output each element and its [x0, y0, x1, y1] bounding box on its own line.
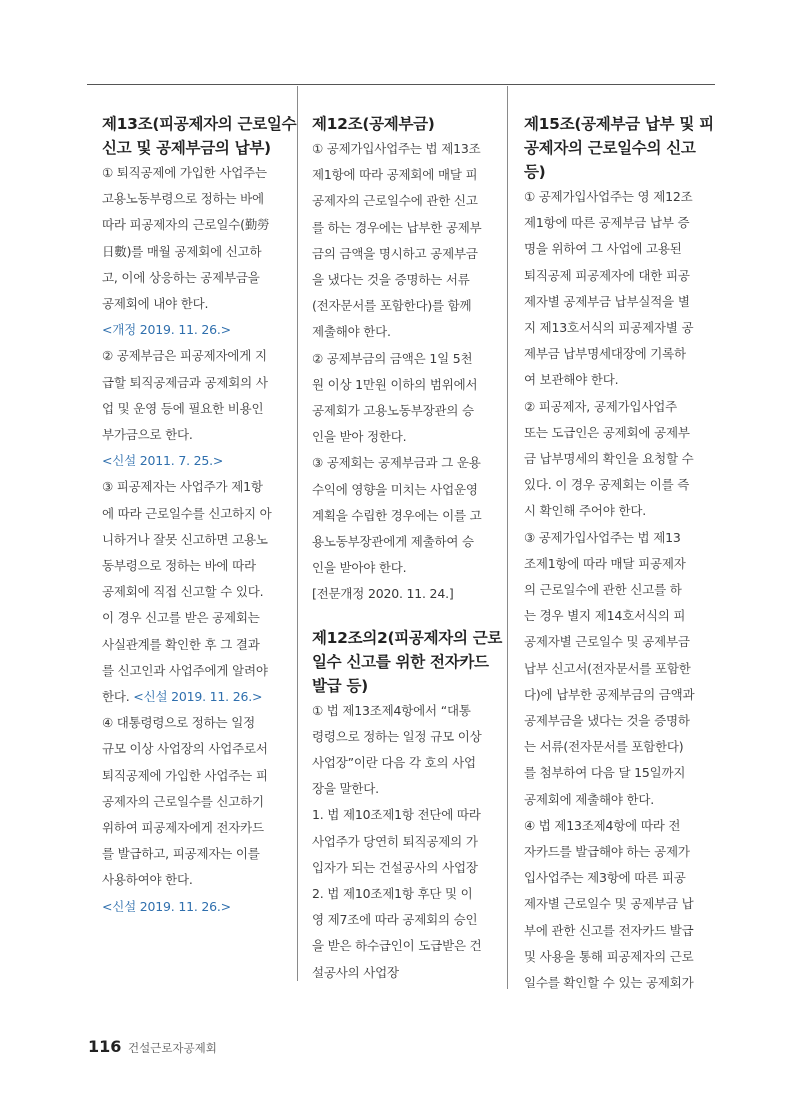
body-text-line: 다)에 납부한 공제부금의 금액과 [524, 686, 695, 702]
body-text-line: 공제회에 직접 신고할 수 있다. [102, 584, 264, 600]
body-text-line: 명을 위하여 그 사업에 고용된 [524, 241, 682, 257]
body-text-line: 금 납부명세의 확인을 요청할 수 [524, 451, 694, 467]
body-text-line: ② 공제부금은 피공제자에게 지 [102, 348, 267, 364]
body-text-line: 공제자의 근로일수를 신고하기 [102, 793, 264, 809]
body-text-line: ② 피공제자, 공제가입사업주 [524, 398, 677, 414]
column-2 [312, 112, 503, 986]
article-heading-line: 제13조(피공제자의 근로일수 [102, 115, 297, 133]
body-text-line: 공제회에 내야 한다. [102, 296, 209, 312]
body-text-line: 규모 이상 사업장의 사업주로서 [102, 741, 268, 757]
amendment-note: <개정 2019. 11. 26.> [102, 322, 231, 338]
article-heading-line: 제12조(공제부금) [312, 115, 435, 133]
body-text-line: 사용하여야 한다. [102, 872, 193, 888]
body-text-line: ① 퇴직공제에 가입한 사업주는 [102, 165, 267, 180]
body-text-line: ① 공제가입사업주는 영 제12조 [524, 189, 693, 204]
body-text-line: 을 냈다는 것을 증명하는 서류 [312, 272, 470, 288]
body-text-line: ③ 공제가입사업주는 법 제13 [524, 529, 681, 545]
article-heading-line: 제15조(공제부금 납부 및 피 [524, 115, 714, 133]
body-text-line: 사실관계를 확인한 후 그 결과 [102, 636, 260, 652]
publication-name: 건설근로자공제회 [128, 1041, 217, 1055]
body-text-line: ③ 피공제자는 사업주가 제1항 [102, 479, 263, 495]
body-text-line: 1. 법 제10조제1항 전단에 따라 [312, 807, 481, 823]
article-heading-line: 등) [524, 163, 546, 181]
top-rule [87, 84, 715, 85]
body-text-line: 사업주가 당연히 퇴직공제의 가 [312, 833, 478, 849]
body-text-line: 제자별 근로일수 및 공제부금 납 [524, 896, 694, 912]
body-text-line: 조제1항에 따라 매달 피공제자 [524, 555, 686, 571]
body-text-line: 제부금 납부명세대장에 기록하 [524, 346, 686, 362]
body-text-line [102, 684, 280, 710]
body-text-line: 일수를 확인할 수 있는 공제회가 [524, 975, 694, 991]
article-heading-line: 일수 신고를 위한 전자카드 [312, 652, 489, 671]
page-number: 116 [88, 1037, 122, 1056]
body-text-line: 공제자별 근로일수 및 공제부금 [524, 634, 690, 650]
body-text-line: 공제회가 고용노동부장관의 승 [312, 403, 474, 419]
body-text-line: 는 경우 별지 제14호서식의 피 [524, 608, 686, 624]
amendment-note: <신설 2019. 11. 26.> [102, 898, 231, 914]
body-text-line: 따라 피공제자의 근로일수(勤勞 [102, 217, 270, 233]
body-text-line: 제자별 공제부금 납부실적을 별 [524, 293, 690, 309]
body-text-line: 계획을 수립한 경우에는 이를 고 [312, 507, 482, 523]
body-text-line: 를 발급하고, 피공제자는 이를 [102, 846, 260, 862]
body-text-line: 를 하는 경우에는 납부한 공제부 [312, 219, 482, 235]
body-text-line: ③ 공제회는 공제부금과 그 운용 [312, 455, 481, 471]
column-1 [102, 112, 297, 920]
body-text-line: 는 서류(전자문서를 포함한다) [524, 739, 684, 755]
body-text-fragment: 한다. [102, 689, 134, 705]
body-text-line: 고용노동부령으로 정하는 바에 [102, 191, 264, 207]
article-heading-line: 제12조의2(피공제자의 근로 [312, 628, 503, 647]
amendment-note: <신설 2011. 7. 25.> [102, 453, 224, 469]
body-text-line: 동부령으로 정하는 바에 따라 [102, 558, 256, 574]
article-heading-line: 발급 등) [312, 676, 368, 695]
body-text-line: 퇴직공제에 가입한 사업주는 피 [102, 767, 268, 783]
amendment-note: <신설 2019. 11. 26.> [133, 689, 263, 705]
body-text-line: 또는 도급인은 공제회에 공제부 [524, 424, 690, 440]
column-divider [507, 86, 508, 989]
body-text-line: 용노동부장관에게 제출하여 승 [312, 534, 474, 550]
column-divider [297, 86, 298, 981]
body-text-line: 자카드를 발급해야 하는 공제가 [524, 844, 690, 860]
body-text-line: 수익에 영향을 미치는 사업운영 [312, 481, 478, 497]
body-text-line: 납부 신고서(전자문서를 포함한 [524, 660, 691, 676]
body-text-line: 부에 관한 신고를 전자카드 발급 [524, 922, 694, 938]
body-text-line: ④ 법 제13조제4항에 따라 전 [524, 817, 681, 833]
article-heading-line: 공제자의 근로일수의 신고 [524, 139, 696, 157]
body-text-line: 제1항에 따른 공제부금 납부 증 [524, 215, 690, 231]
body-text-line: 업 및 운영 등에 필요한 비용인 [102, 400, 264, 416]
body-text-line: 입사업주는 제3항에 따른 피공 [524, 870, 686, 886]
body-text-line: 시 확인해 주어야 한다. [524, 503, 646, 519]
body-text-line: 및 사용을 통해 피공제자의 근로 [524, 948, 694, 964]
body-text-line: ① 법 제13조제4항에서 “대통 [312, 702, 471, 718]
body-text-line: 퇴직공제 피공제자에 대한 피공 [524, 267, 690, 283]
body-text-line: ② 공제부금의 금액은 1일 5천 [312, 350, 473, 366]
body-text-line: 설공사의 사업장 [312, 964, 399, 980]
body-text-line: 를 신고인과 사업주에게 알려야 [102, 662, 268, 678]
body-text-line: 장을 말한다. [312, 781, 379, 797]
body-text-line: ① 공제가입사업주는 법 제13조 [312, 141, 481, 156]
body-text-line: 공제부금을 냈다는 것을 증명하 [524, 713, 690, 729]
body-text-line: 있다. 이 경우 공제회는 이를 즉 [524, 477, 690, 493]
body-text-line: 이 경우 신고를 받은 공제회는 [102, 610, 260, 626]
body-text-line: 日數)를 매월 공제회에 신고하 [102, 243, 262, 259]
body-text-line: 을 받은 하수급인이 도급받은 건 [312, 938, 482, 954]
body-text-line: 령령으로 정하는 일정 규모 이상 [312, 728, 482, 744]
body-text-line: 인을 받아야 한다. [312, 560, 407, 576]
body-text-line: 여 보관해야 한다. [524, 372, 619, 388]
body-text-line: (전자문서를 포함한다)를 함께 [312, 298, 472, 314]
body-text-line: 에 따라 근로일수를 신고하지 아 [102, 505, 272, 521]
body-text-line: 공제회에 제출해야 한다. [524, 791, 655, 807]
body-text-line: 사업장”이란 다음 각 호의 사업 [312, 755, 476, 771]
body-text-line: 영 제7조에 따라 공제회의 승인 [312, 912, 478, 928]
body-text-line: 지 제13호서식의 피공제자별 공 [524, 320, 694, 336]
article-heading-line: 신고 및 공제부금의 납부) [102, 139, 271, 157]
body-text-line: 입자가 되는 건설공사의 사업장 [312, 859, 478, 875]
body-text-line: [전문개정 2020. 11. 24.] [312, 586, 454, 602]
body-text-line: 니하거나 잘못 신고하면 고용노 [102, 531, 268, 547]
body-text-line: 제1항에 따라 공제회에 매달 피 [312, 167, 478, 183]
body-text-line: 금의 금액을 명시하고 공제부금 [312, 245, 478, 261]
body-text-line: 를 첨부하여 다음 달 15일까지 [524, 765, 686, 781]
body-text-line: 공제자의 근로일수에 관한 신고 [312, 193, 478, 209]
column-3 [524, 112, 714, 996]
body-text-line: 급할 퇴직공제금과 공제회의 사 [102, 374, 268, 390]
body-text-line: ④ 대통령령으로 정하는 일정 [102, 715, 255, 731]
body-text-line: 제출해야 한다. [312, 324, 391, 340]
body-text-line: 2. 법 제10조제1항 후단 및 이 [312, 886, 473, 902]
body-text-line: 원 이상 1만원 이하의 범위에서 [312, 376, 478, 392]
body-text-line: 의 근로일수에 관한 신고를 하 [524, 582, 682, 598]
body-text-line: 부가금으로 한다. [102, 427, 193, 443]
body-text-line: 고, 이에 상응하는 공제부금을 [102, 269, 260, 285]
body-text-line: 인을 받아 정한다. [312, 429, 407, 445]
body-text-line: 위하여 피공제자에게 전자카드 [102, 820, 264, 836]
